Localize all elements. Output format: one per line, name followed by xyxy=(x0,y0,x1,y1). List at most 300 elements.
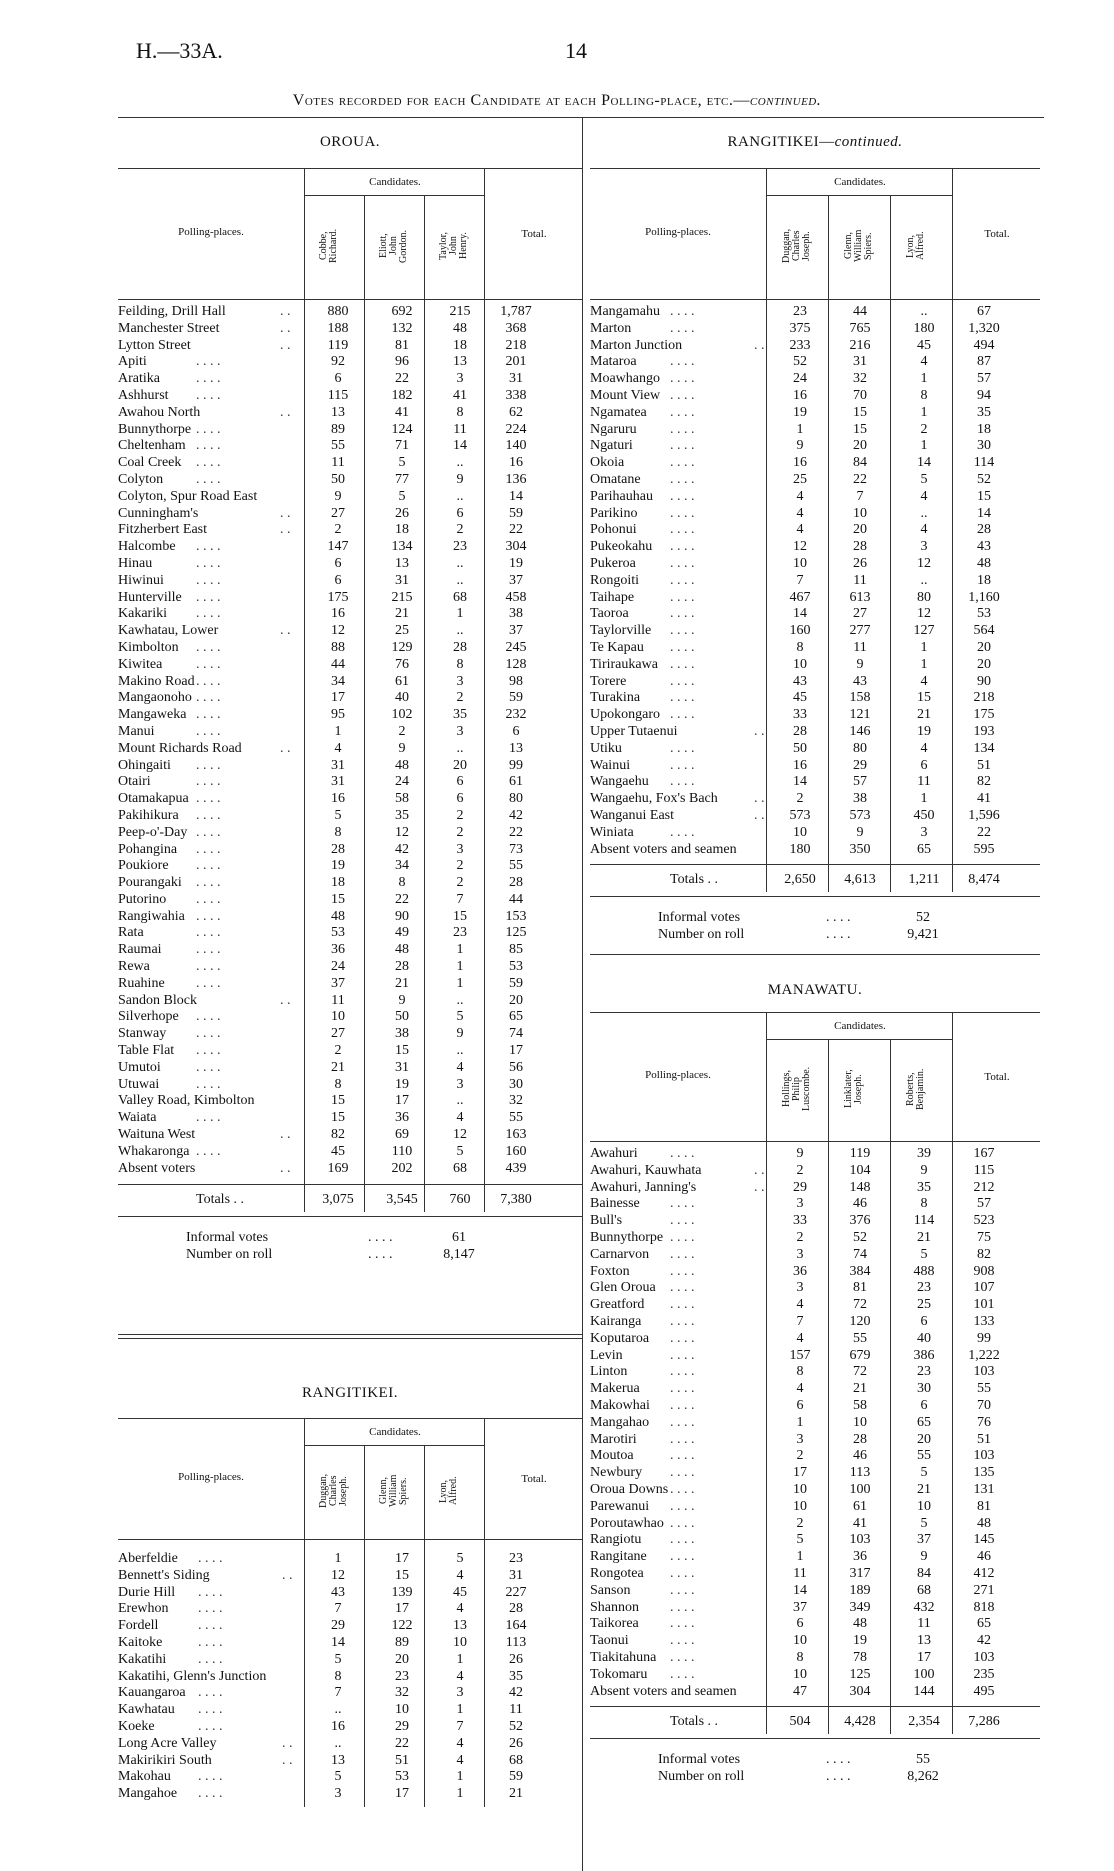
polling-place-name: Rangiotu xyxy=(590,1532,642,1548)
candidate-votes: 23 xyxy=(793,304,807,319)
table-row xyxy=(118,909,582,926)
total-votes: 65 xyxy=(509,1009,523,1025)
polling-place-name: Feilding, Drill Hall xyxy=(118,304,226,319)
candidate-votes: 182 xyxy=(391,387,413,403)
candidate-votes: 11 xyxy=(917,774,931,790)
rangitikei-table xyxy=(118,1418,582,1871)
manawatu-title: MANAWATU. xyxy=(767,982,863,998)
leader-dots: . . . . xyxy=(670,371,695,387)
candidate-votes: 16 xyxy=(793,757,807,773)
leader-dots: . . . . xyxy=(670,1213,695,1229)
leader-dots: . . . . xyxy=(670,1414,695,1430)
polling-place-name: Winiata xyxy=(590,824,634,840)
candidate-votes: 16 xyxy=(331,791,345,807)
leader-dots: . . . . xyxy=(670,673,695,689)
candidate-votes: 5 xyxy=(334,1651,342,1667)
candidate-votes: 4 xyxy=(796,1297,804,1313)
manawatu-rows xyxy=(590,1146,1040,1700)
candidate-votes: 7 xyxy=(334,1685,342,1701)
total-votes: 35 xyxy=(977,404,991,420)
table-row xyxy=(118,1618,582,1635)
leader-dots: . . . . xyxy=(196,774,221,790)
candidate-votes: 100 xyxy=(913,1666,935,1682)
candidate-votes: 2 xyxy=(796,1229,804,1245)
table-row xyxy=(590,808,1040,825)
candidate-votes: 6 xyxy=(796,1616,804,1632)
candidate-votes: 4 xyxy=(334,740,342,756)
rangitikei2-totals-rule xyxy=(590,864,1040,865)
report-code: H.—33A. xyxy=(136,38,223,63)
leader-dots: . . . . xyxy=(198,1601,223,1617)
candidate-votes: 43 xyxy=(853,673,867,689)
polling-place-name: Table Flat xyxy=(118,1043,175,1059)
candidate-votes: 158 xyxy=(849,690,871,706)
leader-dots: . . xyxy=(280,337,291,353)
total-votes: 235 xyxy=(973,1666,995,1682)
polling-place-name: Tiakitahuna xyxy=(590,1649,657,1665)
candidate-votes: 12 xyxy=(917,606,931,622)
polling-place-name: Long Acre Valley xyxy=(118,1735,217,1751)
candidate-votes: 13 xyxy=(453,354,467,370)
leader-dots: . . . . xyxy=(670,1280,695,1296)
leader-dots: . . . . xyxy=(670,757,695,773)
table-row xyxy=(590,422,1040,439)
candidate-votes: 18 xyxy=(331,875,345,891)
candidate-votes: 432 xyxy=(913,1599,935,1615)
candidate-votes: 28 xyxy=(453,639,467,655)
table-row xyxy=(118,1669,582,1686)
candidate-votes: 11 xyxy=(793,1565,807,1581)
candidate-votes: 6 xyxy=(796,1397,804,1413)
table-row xyxy=(118,405,582,422)
total-votes: 26 xyxy=(509,1735,523,1751)
leader-dots: . . . . xyxy=(196,354,221,370)
candidate-votes: 22 xyxy=(395,371,409,387)
candidate-votes: .. xyxy=(920,304,928,319)
table-row xyxy=(118,1551,582,1568)
rangitikei1-rows xyxy=(118,1551,582,1803)
leader-dots: . . . . xyxy=(670,1549,695,1565)
table-row xyxy=(590,1247,1040,1264)
table-row xyxy=(118,1786,582,1803)
candidate-votes: 21 xyxy=(331,1059,345,1075)
candidate-votes: 7 xyxy=(334,1601,342,1617)
polling-place-name: Pakihikura xyxy=(118,807,179,823)
candidate-votes: 4 xyxy=(920,354,928,370)
total-votes: 245 xyxy=(505,639,527,655)
polling-place-name: Absent voters and seamen xyxy=(590,841,737,857)
leader-dots: . . . . xyxy=(670,421,695,437)
leader-dots: . . . . xyxy=(670,555,695,571)
candidate-votes: 10 xyxy=(453,1634,467,1650)
candidate-votes: 11 xyxy=(917,1616,931,1632)
total-votes: 53 xyxy=(509,959,523,975)
polling-place-name: Sandon Block xyxy=(118,992,197,1008)
leader-dots: . . xyxy=(754,337,765,353)
rangitikei2-candidate-name-3: Lyon, Alfred. xyxy=(905,231,926,261)
total-votes: 51 xyxy=(977,757,991,773)
polling-place-name: Pohangina xyxy=(118,841,178,857)
table-row xyxy=(590,1180,1040,1197)
candidate-votes: 4 xyxy=(920,522,928,538)
candidate-votes: 277 xyxy=(849,623,871,639)
table-row xyxy=(590,472,1040,489)
oroua-candidate-name-3: Taylor, John Henry. xyxy=(438,231,469,261)
grand-total: 7,380 xyxy=(500,1191,532,1207)
candidate-votes: 32 xyxy=(853,371,867,387)
candidate-votes: 68 xyxy=(453,589,467,605)
candidate-votes: 147 xyxy=(327,539,349,555)
table-row xyxy=(590,791,1040,808)
leader-dots: . . xyxy=(280,320,291,336)
polling-place-name: Turakina xyxy=(590,690,641,706)
table-row xyxy=(118,858,582,875)
candidate-votes: 46 xyxy=(853,1196,867,1212)
polling-place-name: Hinau xyxy=(118,555,153,571)
candidate-votes: 31 xyxy=(853,354,867,370)
candidate-votes: 43 xyxy=(331,1584,345,1600)
table-row xyxy=(118,590,582,607)
total-votes: 51 xyxy=(977,1431,991,1447)
total-votes: 103 xyxy=(973,1364,995,1380)
polling-place-name: Mangaonoho xyxy=(118,690,192,706)
table-row xyxy=(118,925,582,942)
leader-dots: . . . . xyxy=(670,606,695,622)
total-votes: 227 xyxy=(505,1584,527,1600)
polling-place-name: Pourangaki xyxy=(118,875,182,891)
total-votes: 28 xyxy=(977,522,991,538)
candidate-votes: 349 xyxy=(849,1599,871,1615)
candidate-votes: 5 xyxy=(456,1143,464,1159)
candidate-votes: 9 xyxy=(796,1146,804,1161)
polling-place-name: Bennett's Siding xyxy=(118,1567,210,1583)
manawatu-total-label: Total. xyxy=(952,1013,1041,1141)
total-votes: 57 xyxy=(977,1196,991,1212)
total-votes: 35 xyxy=(509,1668,523,1684)
candidate-votes: 180 xyxy=(913,320,935,336)
polling-place-name: Aberfeldie xyxy=(118,1551,178,1566)
candidate-votes: 89 xyxy=(331,421,345,437)
candidate-votes: 1 xyxy=(920,656,928,672)
candidate-votes: 26 xyxy=(395,505,409,521)
candidate-votes: 5 xyxy=(920,1246,928,1262)
leader-dots: . . . . xyxy=(670,404,695,420)
candidate-votes: 80 xyxy=(917,589,931,605)
candidate-votes: 21 xyxy=(917,1481,931,1497)
table-row xyxy=(118,724,582,741)
leader-dots: . . . . xyxy=(670,1313,695,1329)
table-row xyxy=(590,1650,1040,1667)
candidate-votes: 28 xyxy=(793,723,807,739)
candidate-votes: 36 xyxy=(853,1549,867,1565)
polling-place-name: Wangaehu, Fox's Bach xyxy=(590,791,718,807)
candidate-votes: 765 xyxy=(849,320,871,336)
candidate-votes: 15 xyxy=(395,1043,409,1059)
table-row xyxy=(118,976,582,993)
candidate-votes: 4 xyxy=(796,1381,804,1397)
table-row xyxy=(118,1127,582,1144)
polling-place-name: Rewa xyxy=(118,959,150,975)
leader-dots: . . . . xyxy=(670,320,695,336)
rangitikei1-candidate-cell-3 xyxy=(424,1446,485,1539)
total-votes: 52 xyxy=(509,1718,523,1734)
candidate-votes: 44 xyxy=(331,656,345,672)
candidate-votes: 1 xyxy=(456,959,464,975)
table-row xyxy=(590,371,1040,388)
candidate-votes: 124 xyxy=(391,421,413,437)
total-votes: 18 xyxy=(977,572,991,588)
total-votes: 271 xyxy=(973,1582,995,1598)
leader-dots: . . . . xyxy=(670,1465,695,1481)
leader-dots: . . . . xyxy=(670,707,695,723)
candidate-votes: 10 xyxy=(793,1481,807,1497)
leader-dots: . . . . xyxy=(196,690,221,706)
candidate-votes: 11 xyxy=(853,572,867,588)
candidate-votes: 28 xyxy=(395,959,409,975)
candidate-votes: 3 xyxy=(796,1246,804,1262)
candidate-votes: 5 xyxy=(920,1515,928,1531)
manawatu-candidates-label: Candidates. xyxy=(766,1013,953,1040)
leader-dots: . . . . xyxy=(670,505,695,521)
subtitle-main: Votes recorded for each Candidate at each Polling-place, etc.— xyxy=(292,92,750,109)
candidate-votes: 12 xyxy=(395,824,409,840)
candidate-votes: 24 xyxy=(395,774,409,790)
candidate-votes: 134 xyxy=(391,539,413,555)
total-votes: 167 xyxy=(973,1146,995,1161)
candidate-votes: 25 xyxy=(395,623,409,639)
polling-place-name: Awahuri, Janning's xyxy=(590,1179,697,1195)
leader-dots: . . . . xyxy=(670,1146,695,1161)
candidate-votes: 48 xyxy=(331,908,345,924)
manawatu-candidate-cell-2 xyxy=(828,1040,891,1141)
table-row xyxy=(590,304,1040,321)
candidate-votes: 58 xyxy=(853,1397,867,1413)
leader-dots: . . . . xyxy=(196,707,221,723)
total-votes: 99 xyxy=(509,757,523,773)
rangitikei2-candidate-cell-1 xyxy=(766,196,829,299)
leader-dots: . . . . xyxy=(670,824,695,840)
candidate-votes: 4 xyxy=(456,1601,464,1617)
leader-dots: . . . . xyxy=(196,908,221,924)
leader-dots: . . . . xyxy=(196,723,221,739)
table-row xyxy=(118,993,582,1010)
leader-dots: . . . . xyxy=(670,1481,695,1497)
polling-place-name: Kiwitea xyxy=(118,656,163,672)
table-row xyxy=(118,506,582,523)
polling-place-name: Fordell xyxy=(118,1618,159,1634)
table-row xyxy=(118,388,582,405)
table-row xyxy=(590,539,1040,556)
total-votes: 43 xyxy=(977,539,991,555)
candidate-votes: 5 xyxy=(920,471,928,487)
total-votes: 81 xyxy=(977,1498,991,1514)
candidate-votes: 48 xyxy=(453,320,467,336)
table-row xyxy=(590,674,1040,691)
total-votes: 134 xyxy=(973,740,995,756)
total-votes: 70 xyxy=(977,1397,991,1413)
candidate-votes: 1 xyxy=(456,975,464,991)
polling-place-name: Koputaroa xyxy=(590,1330,650,1346)
manawatu-candidate-cell-1 xyxy=(766,1040,829,1141)
leader-dots: . . . . xyxy=(670,639,695,655)
candidate-votes: 36 xyxy=(395,1110,409,1126)
candidate-votes: 14 xyxy=(917,455,931,471)
candidate-votes: 32 xyxy=(395,1685,409,1701)
candidate-votes: 23 xyxy=(453,539,467,555)
candidate-total: 2,650 xyxy=(784,872,816,888)
table-row xyxy=(590,1331,1040,1348)
candidate-votes: 50 xyxy=(331,471,345,487)
total-votes: 42 xyxy=(509,1685,523,1701)
number-on-roll-value: 8,262 xyxy=(907,1769,939,1785)
rangitikei1-polling-places-label: Polling-places. xyxy=(178,1471,244,1483)
table-row xyxy=(118,472,582,489)
candidate-votes: 129 xyxy=(391,639,413,655)
candidate-votes: 50 xyxy=(793,740,807,756)
candidate-votes: 8 xyxy=(920,1196,928,1212)
candidate-votes: 2 xyxy=(796,1448,804,1464)
leader-dots: . . . . xyxy=(670,656,695,672)
table-row xyxy=(118,556,582,573)
polling-place-name: Kawhatau, Lower xyxy=(118,623,219,639)
candidate-votes: 40 xyxy=(395,690,409,706)
candidate-votes: 488 xyxy=(913,1263,935,1279)
candidate-votes: 10 xyxy=(793,555,807,571)
polling-place-name: Ashhurst xyxy=(118,387,169,403)
candidate-votes: 4 xyxy=(920,673,928,689)
candidate-votes: 6 xyxy=(456,505,464,521)
polling-place-name: Mount View xyxy=(590,387,661,403)
candidate-votes: 8 xyxy=(796,1649,804,1665)
table-row xyxy=(118,489,582,506)
table-row xyxy=(590,455,1040,472)
leader-dots: . . xyxy=(754,723,765,739)
leader-dots: . . . . xyxy=(196,606,221,622)
total-votes: 65 xyxy=(977,1616,991,1632)
candidate-votes: 880 xyxy=(327,304,349,319)
polling-place-name: Greatford xyxy=(590,1297,645,1313)
oroua-title: OROUA. xyxy=(319,134,381,150)
grand-total: 7,286 xyxy=(968,1714,1000,1730)
candidate-votes: 13 xyxy=(917,1633,931,1649)
polling-place-name: Durie Hill xyxy=(118,1584,176,1600)
leader-dots: . . . . xyxy=(196,471,221,487)
leader-dots: . . . . xyxy=(826,1752,851,1768)
polling-place-name: Umutoi xyxy=(118,1059,161,1075)
candidate-votes: 12 xyxy=(453,1127,467,1143)
leader-dots: . . xyxy=(280,740,291,756)
candidate-votes: 45 xyxy=(453,1584,467,1600)
manawatu-header xyxy=(590,1012,1040,1142)
total-votes: 20 xyxy=(977,639,991,655)
candidate-votes: 6 xyxy=(920,1397,928,1413)
candidate-votes: 36 xyxy=(793,1263,807,1279)
table-row xyxy=(590,573,1040,590)
candidate-votes: 28 xyxy=(331,841,345,857)
candidate-votes: 6 xyxy=(920,757,928,773)
candidate-votes: 22 xyxy=(853,471,867,487)
number-on-roll-label: Number on roll xyxy=(658,927,745,943)
candidate-votes: 350 xyxy=(849,841,871,857)
polling-place-name: Kawhatau xyxy=(118,1702,175,1718)
table-row xyxy=(590,640,1040,657)
candidate-votes: 48 xyxy=(853,1616,867,1632)
total-votes: 41 xyxy=(977,791,991,807)
candidate-votes: 31 xyxy=(395,572,409,588)
candidate-votes: 7 xyxy=(456,891,464,907)
leader-dots: . . . . xyxy=(196,572,221,588)
candidate-votes: 18 xyxy=(395,522,409,538)
candidate-votes: 2 xyxy=(334,1043,342,1059)
leader-dots: . . . . xyxy=(670,387,695,403)
candidate-votes: 19 xyxy=(853,1633,867,1649)
leader-dots: . . . . xyxy=(198,1769,223,1785)
polling-place-name: Hunterville xyxy=(118,589,182,605)
leader-dots: . . xyxy=(280,1127,291,1143)
manawatu-totals-label: Totals . . xyxy=(670,1714,719,1730)
candidate-votes: 29 xyxy=(853,757,867,773)
leader-dots: . . . . xyxy=(198,1584,223,1600)
total-votes: 37 xyxy=(509,623,523,639)
rangitikei2-candidate-name-2: Glenn, William Spiers. xyxy=(843,229,874,263)
leader-dots: . . . . xyxy=(196,1059,221,1075)
table-row xyxy=(590,657,1040,674)
candidate-votes: .. xyxy=(920,572,928,588)
candidate-votes: 37 xyxy=(917,1532,931,1548)
candidate-votes: 42 xyxy=(395,841,409,857)
total-votes: 59 xyxy=(509,1769,523,1785)
total-votes: 57 xyxy=(977,371,991,387)
candidate-votes: 10 xyxy=(793,824,807,840)
rangitikei2-rows xyxy=(590,304,1040,858)
candidate-votes: 3 xyxy=(920,539,928,555)
polling-place-name: Kakatihi xyxy=(118,1651,167,1667)
candidate-total: 4,428 xyxy=(844,1714,876,1730)
candidate-votes: 19 xyxy=(331,858,345,874)
total-votes: 55 xyxy=(509,1110,523,1126)
candidate-votes: 16 xyxy=(793,455,807,471)
total-votes: 131 xyxy=(973,1481,995,1497)
candidate-votes: 157 xyxy=(789,1347,811,1363)
polling-place-name: Makino Road xyxy=(118,673,195,689)
polling-place-name: Makohau xyxy=(118,1769,171,1785)
table-row xyxy=(118,455,582,472)
candidate-votes: 1 xyxy=(456,942,464,958)
table-row xyxy=(118,338,582,355)
candidate-votes: 30 xyxy=(917,1381,931,1397)
total-votes: 164 xyxy=(505,1618,527,1634)
leader-dots: . . . . xyxy=(670,522,695,538)
candidate-votes: 20 xyxy=(917,1431,931,1447)
candidate-votes: 78 xyxy=(853,1649,867,1665)
candidate-votes: 7 xyxy=(856,488,864,504)
table-row xyxy=(590,1415,1040,1432)
leader-dots: . . . . xyxy=(670,740,695,756)
candidate-votes: 215 xyxy=(449,304,471,319)
leader-dots: . . . . xyxy=(196,656,221,672)
table-row xyxy=(590,741,1040,758)
candidate-votes: 21 xyxy=(917,1229,931,1245)
table-row xyxy=(118,1601,582,1618)
polling-place-name: Taoroa xyxy=(590,606,629,622)
oroua-candidate-cell-1 xyxy=(304,196,365,299)
candidate-votes: 1 xyxy=(920,404,928,420)
polling-place-name: Mataroa xyxy=(590,354,637,370)
candidate-votes: 8 xyxy=(456,656,464,672)
total-votes: 48 xyxy=(977,1515,991,1531)
table-row xyxy=(590,522,1040,539)
polling-place-name: Carnarvon xyxy=(590,1246,650,1262)
